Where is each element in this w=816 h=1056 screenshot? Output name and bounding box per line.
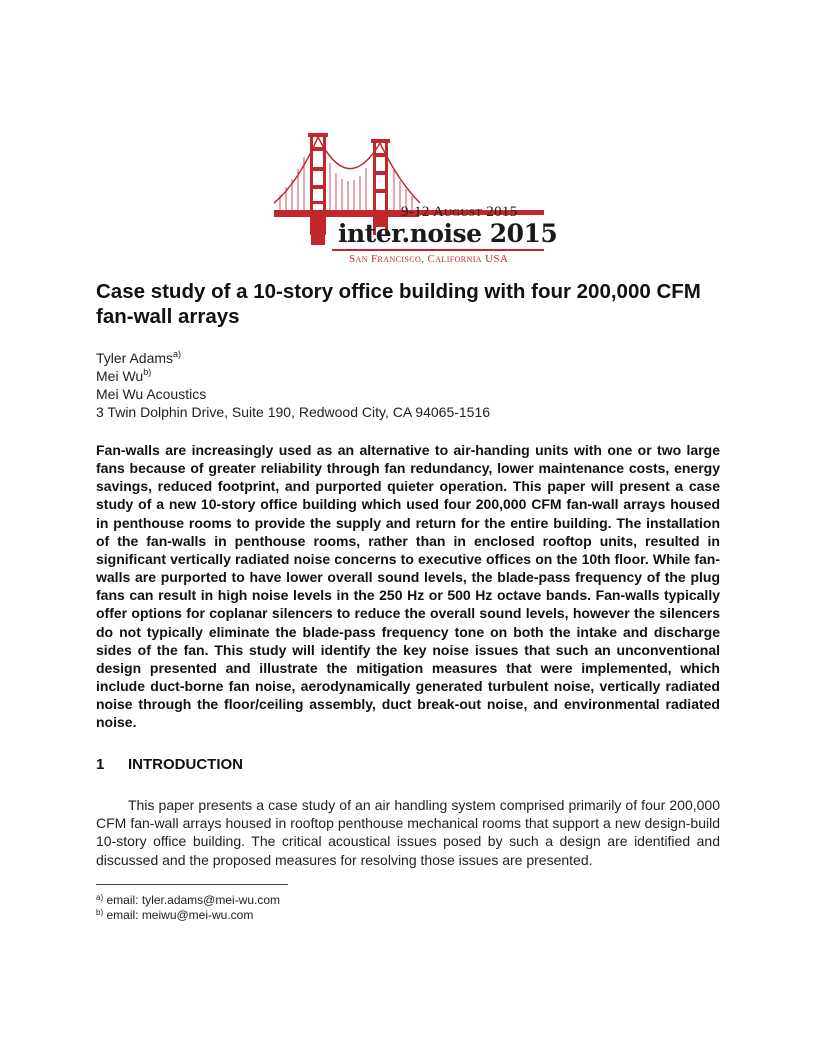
footnote-text: email: tyler.adams@mei-wu.com [106,893,281,907]
author-block [96,349,490,421]
footnotes [96,893,280,923]
section-title: INTRODUCTION [128,756,243,773]
conference-location: San Francisco, California USA [349,253,509,265]
author-line [96,367,490,385]
introduction-paragraph: This paper presents a case study of an air handling system comprised primarily of four 200,000 CFM fan-wall arrays housed in rooftop penthouse mechanical rooms that support a new design-build 10-story office building. The critical acoustical issues posed by such a design are identified and discussed and the proposed measures for resolving those issues are presented. [96,797,720,868]
footnote-mark: b) [96,908,104,917]
section-heading [96,756,243,773]
author-name: Mei Wu [96,368,144,384]
address: 3 Twin Dolphin Drive, Suite 190, Redwood City, CA 94065-1516 [96,404,491,420]
footnote-text: email: meiwu@mei-wu.com [106,908,254,922]
conference-dates: 9-12 August 2015 [401,204,518,220]
footnote-divider [96,884,288,885]
conference-name: inter.noise 2015 [338,219,558,248]
footnote-mark: a) [96,893,104,902]
author-mark: a) [173,349,182,359]
footnote [96,893,280,908]
author-line [96,349,490,367]
abstract: Fan-walls are increasingly used as an alternative to air-handing units with one or two large fans because of greater reliability through fan redundancy, lower maintenance costs, energy savings, reduced footprint, and purported quieter operation. This paper will present a case study of a new 10-story office building which used four 200,000 CFM fan-wall arrays housed in penthouse rooms to provide the supply and return for the entire building. The installation of the fan-walls in penthouse rooms, rather than in enclosed rooftop units, resulted in significant vertically radiated noise concerns to executive offices on the 10th floor. While fan-walls are purported to have lower overall sound levels, the blade-pass frequency of the plug fans can result in high noise levels in the 250 Hz or 500 Hz octave bands. Fan-walls typically offer options for coplanar silencers to reduce the overall sound levels, however the silencers do not typically eliminate the blade-pass frequency tone on both the intake and discharge sides of the fan. This study will identify the key noise issues that such an unconventional design presented and illustrate the mitigation measures that were implemented, which include duct-borne fan noise, aerodynamically generated turbulent noise, vertically radiated noise through the floor/ceiling assembly, duct break-out noise, and environmental radiated noise. [96,442,720,731]
footnote [96,908,280,923]
author-mark: b) [143,367,152,377]
affiliation: Mei Wu Acoustics [96,386,207,402]
conference-logo [270,123,558,268]
section-number: 1 [96,756,105,773]
paper-title: Case study of a 10-story office building with four 200,000 CFM fan-wall arrays [96,280,701,328]
author-name: Tyler Adams [96,350,174,366]
